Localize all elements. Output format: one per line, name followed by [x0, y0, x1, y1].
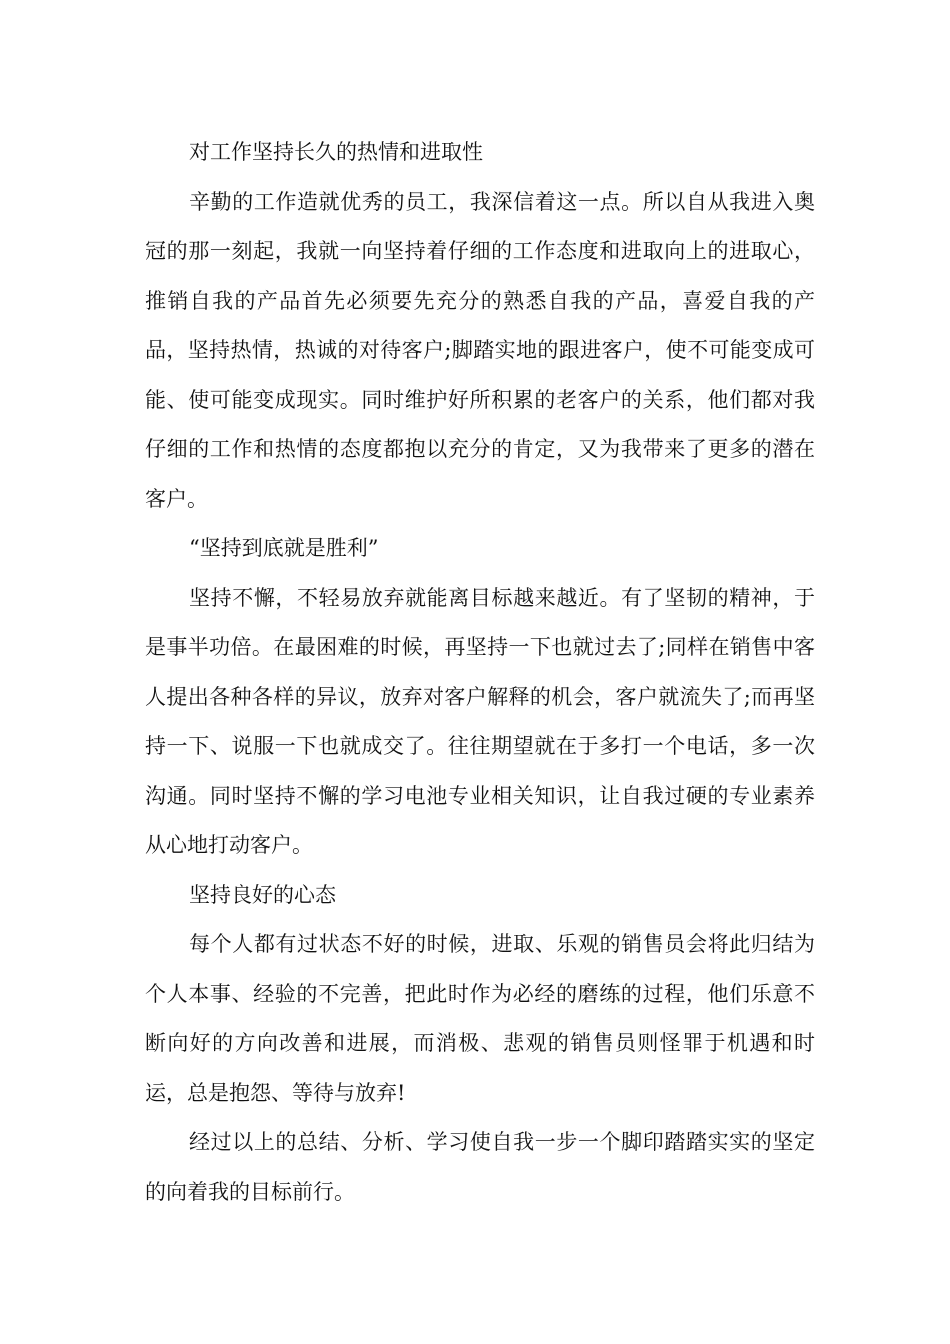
section-body-persistence: 坚持不懈，不轻易放弃就能离目标越来越近。有了坚韧的精神，于是事半功倍。在最困难的时候，再坚持一下也就过去了;同样在销售中客人提出各种各样的异议，放弃对客户解释的机会，客户就流失了;而再坚持一下、说服一下也就成交了。往往期望就在于多打一个电话，多一次沟通。同时坚持不懈的学习电池专业相关知识，让自我过硬的专业素养从心地打动客户。 — [145, 585, 815, 857]
section-heading-enthusiasm: 对工作坚持长久的热情和进取性 — [189, 140, 483, 164]
section-heading-attitude: 坚持良好的心态 — [189, 882, 336, 907]
document-body — [145, 128, 815, 1217]
section-body-enthusiasm: 辛勤的工作造就优秀的员工，我深信着这一点。所以自从我进入奥冠的那一刻起，我就一向坚持着仔细的工作态度和进取向上的进取心，推销自我的产品首先必须要先充分的熟悉自我的产品，喜爱自我的产品，坚持热情，热诚的对待客户;脚踏实地的跟进客户，使不可能变成可能、使可能变成现实。同时维护好所积累的老客户的关系，他们都对我仔细的工作和热情的态度都抱以充分的肯定，又为我带来了更多的潜在客户。 — [145, 189, 815, 511]
section-body-attitude: 每个人都有过状态不好的时候，进取、乐观的销售员会将此归结为个人本事、经验的不完善，把此时作为必经的磨练的过程，他们乐意不断向好的方向改善和进展，而消极、悲观的销售员则怪罪于机遇和时运，总是抱怨、等待与放弃! — [145, 932, 815, 1105]
closing-paragraph: 经过以上的总结、分析、学习使自我一步一个脚印踏踏实实的坚定的向着我的目标前行。 — [145, 1130, 815, 1204]
section-heading-persistence: “坚持到底就是胜利” — [189, 536, 379, 560]
